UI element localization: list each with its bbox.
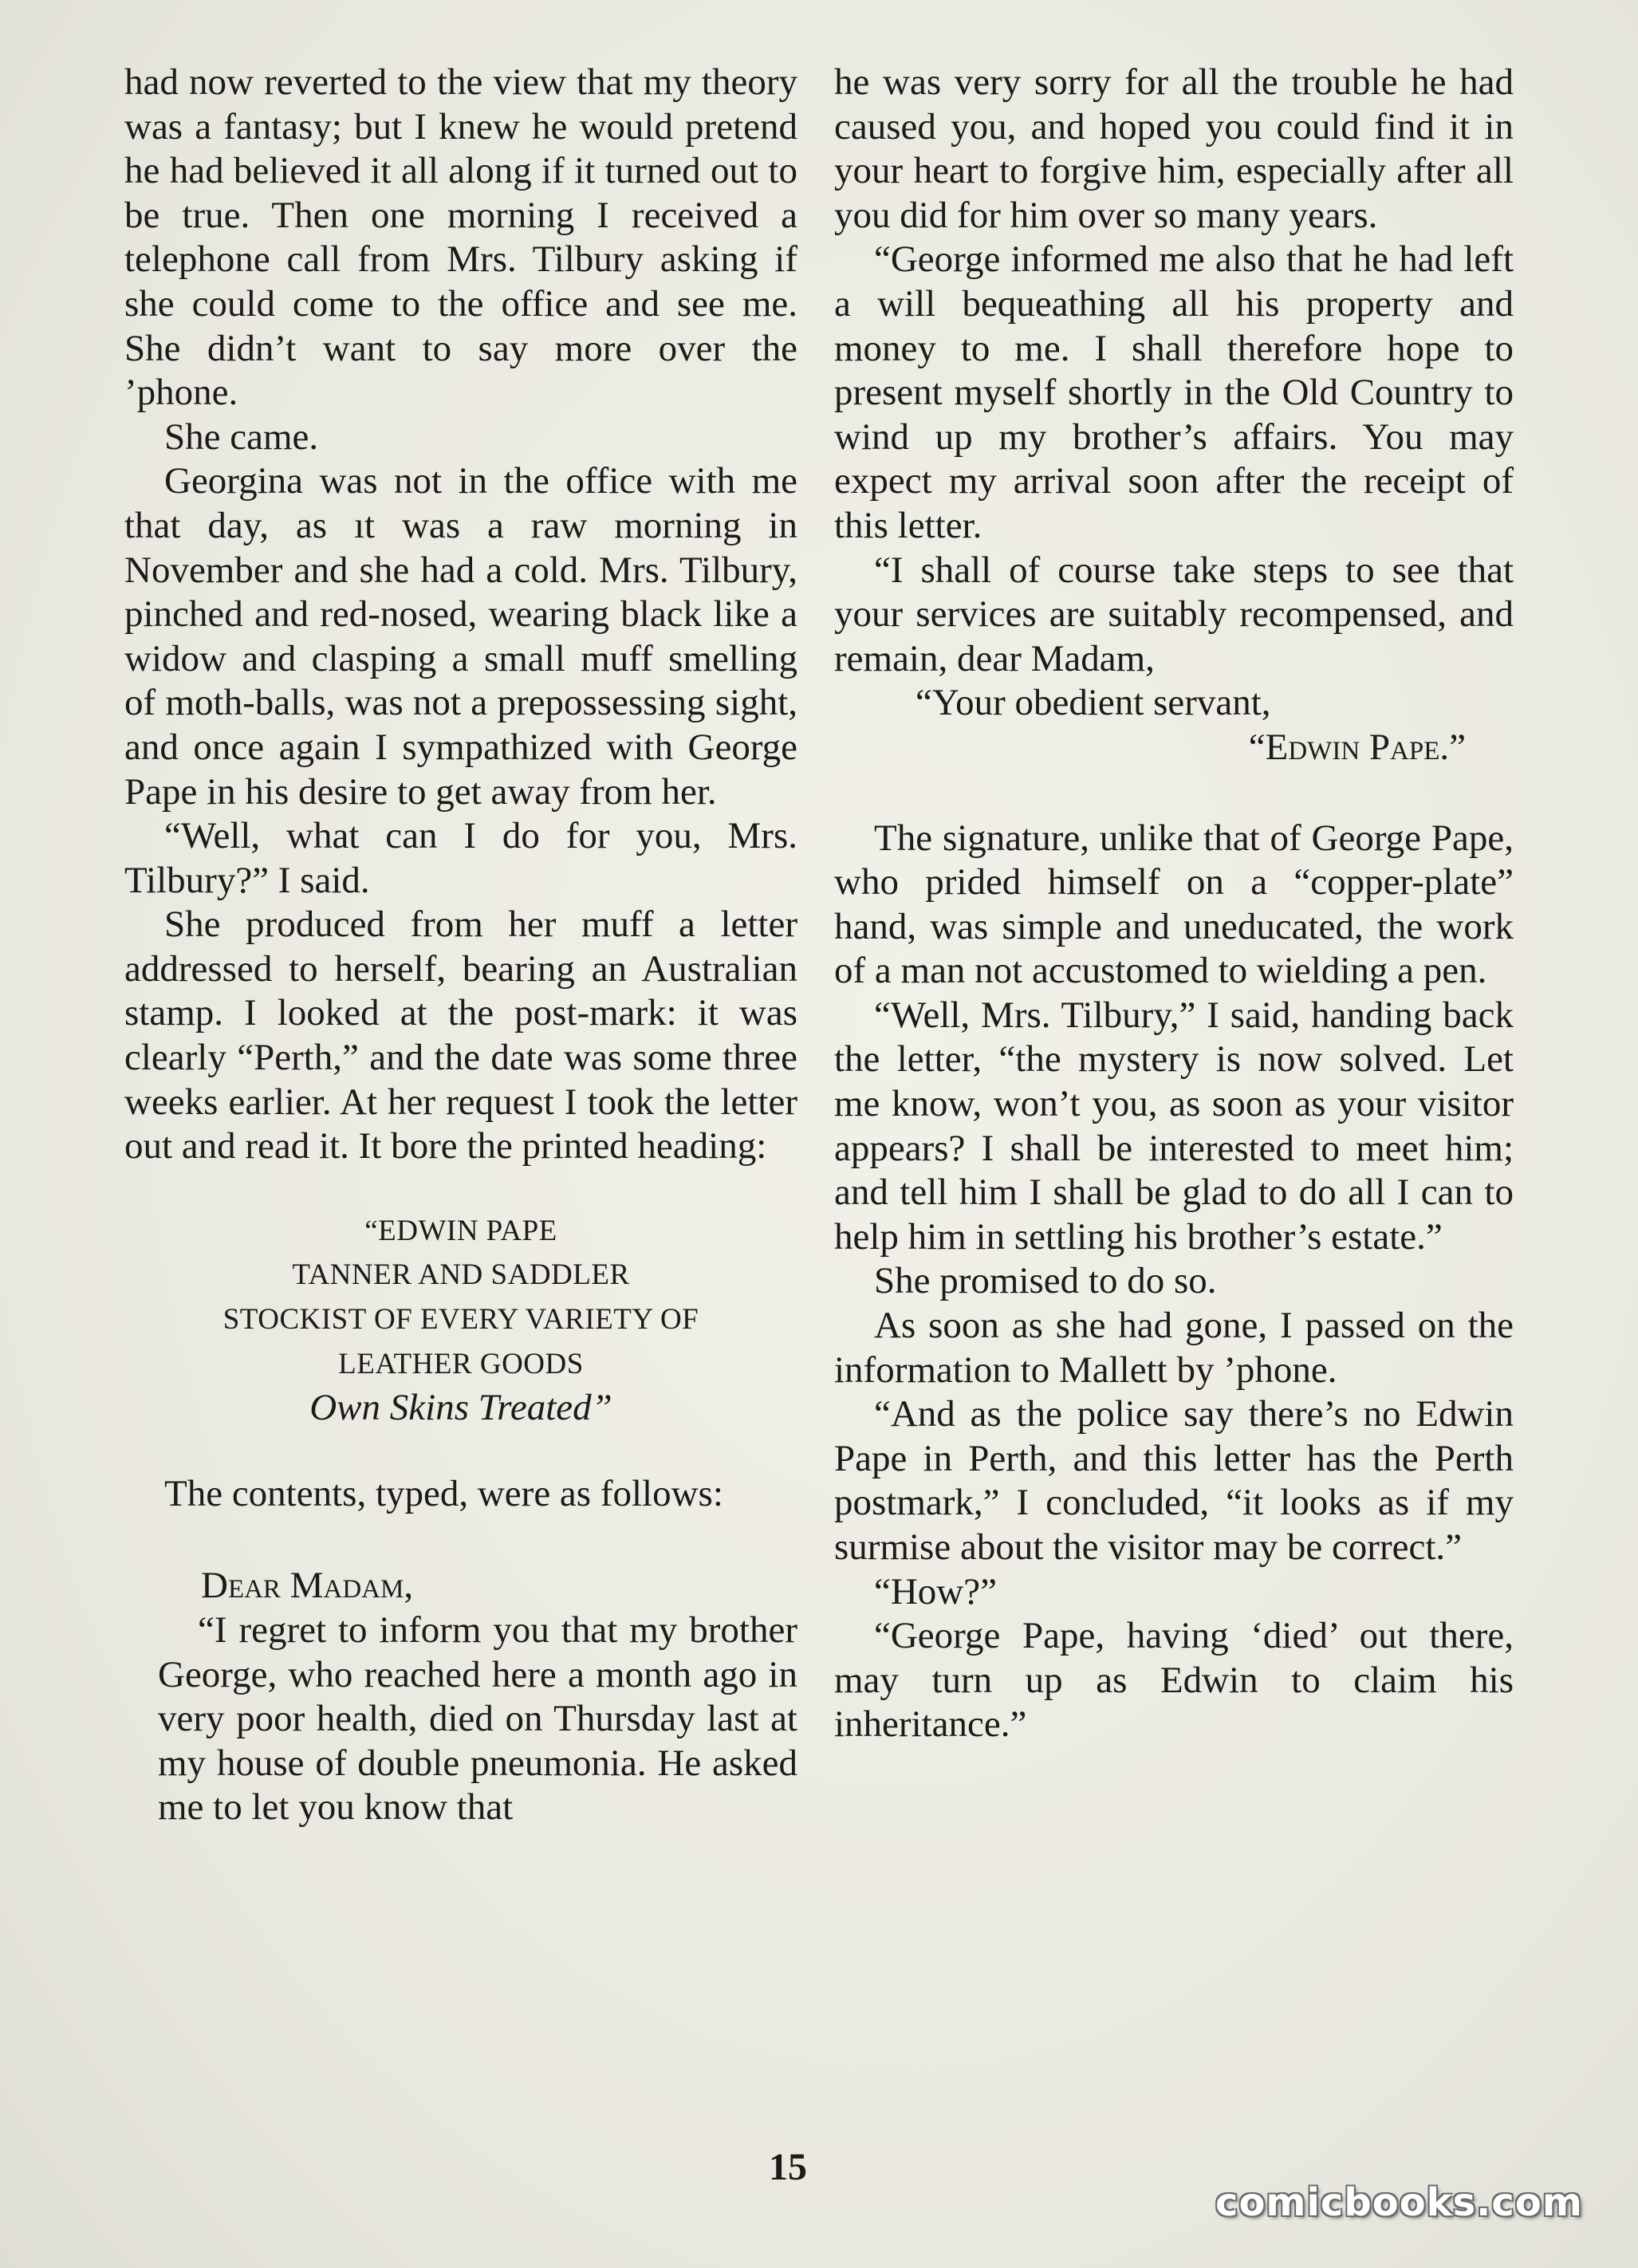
paragraph: She promised to do so. — [874, 1260, 1217, 1302]
letterhead-stockist: STOCKIST OF EVERY VARIETY OF — [222, 1303, 699, 1337]
left-column — [124, 61, 797, 1830]
paragraph: “And as the police say there’s no Edwin Pape in Perth, and this letter has the Perth postmark,” I concluded, “it looks as if my surmise about the visitor may be correct.” — [834, 1393, 1514, 1568]
paragraph: The signature, unlike that of George Pape, who prided himself on a “copper-plate” hand, was simple and uneducated, the work of a man not accustomed to wielding a pen. — [834, 817, 1514, 992]
paragraph: As soon as she had gone, I passed on the information to Mallett by ’phone. — [834, 1305, 1514, 1391]
page-number: 15 — [769, 2146, 807, 2188]
watermark-logo: comicbooks.com — [1215, 2180, 1583, 2225]
letterhead — [124, 1209, 797, 1431]
letterhead-goods: LEATHER GOODS — [338, 1347, 584, 1380]
letter-closing: “Your obedient servant, — [915, 682, 1271, 724]
paragraph: “How?” — [874, 1570, 997, 1612]
letter-salutation: Dear Madam, — [201, 1565, 414, 1607]
paragraph: had now reverted to the view that my theory was a fantasy; but I knew he would pretend he had believed it all along if it turned out to be true. Then one morning I received a telephone call from Mrs. Tilbury asking if she could come to the office and see me. She didn’t want to say more over the ’phone. — [124, 61, 797, 414]
paragraph: he was very sorry for all the trouble he had caused you, and hoped you could find it in your heart to forgive him, especially after all you did for him over so many years. — [834, 61, 1514, 236]
right-column — [834, 61, 1514, 1747]
letter-signature: “Edwin Pape.” — [1248, 726, 1466, 768]
paragraph: She came. — [164, 415, 319, 458]
letterhead-tagline: Own Skins Treated” — [309, 1387, 612, 1429]
paragraph: The contents, typed, were as follows: — [164, 1472, 723, 1514]
paragraph: Georgina was not in the office with me that day, as ıt was a raw morning in November and she had a cold. Mrs. Tilbury, pinched and red-nosed, wearing black like a widow and clasping a small muff smelling of moth-balls, was not a prepossessing sight, and once again I sympathized with George Pape in his desire to get away from her. — [124, 460, 797, 813]
letter-body — [124, 1608, 797, 1830]
paragraph: “I shall of course take steps to see that your services are suitably recompensed, and remain, dear Madam, — [834, 549, 1514, 679]
paragraph: “George informed me also that he had left a will bequeathing all his property and money to me. I shall therefore hope to present myself shortly in the Old Country to wind up my brother’s affairs. You may expect my arrival soon after the receipt of this letter. — [834, 238, 1514, 546]
paragraph: “I regret to inform you that my brother George, who reached here a month ago in very poor health, died on Thursday last at my house of double pneumonia. He asked me to let you know that — [158, 1609, 797, 1829]
paragraph: “Well, what can I do for you, Mrs. Tilbury?” I said. — [124, 815, 797, 901]
paragraph: “Well, Mrs. Tilbury,” I said, handing back the letter, “the mystery is now solved. Let me know, won’t you, as soon as your visitor appears? I shall be interested to meet him; and tell him I shall be glad to do all I can to help him in settling his brother’s estate.” — [834, 994, 1514, 1258]
paragraph: She produced from her muff a letter addressed to herself, bearing an Australian stamp. I looked at the post-mark: it was clearly “Perth,” and the date was some three weeks earlier. At her request I took the letter out and read it. It bore the printed heading: — [124, 904, 797, 1167]
letterhead-name: “EDWIN PAPE — [364, 1214, 557, 1247]
paragraph: “George Pape, having ‘died’ out there, may turn up as Edwin to claim his inheritance.” — [834, 1615, 1514, 1746]
letterhead-trade: TANNER AND SADDLER — [292, 1258, 630, 1292]
